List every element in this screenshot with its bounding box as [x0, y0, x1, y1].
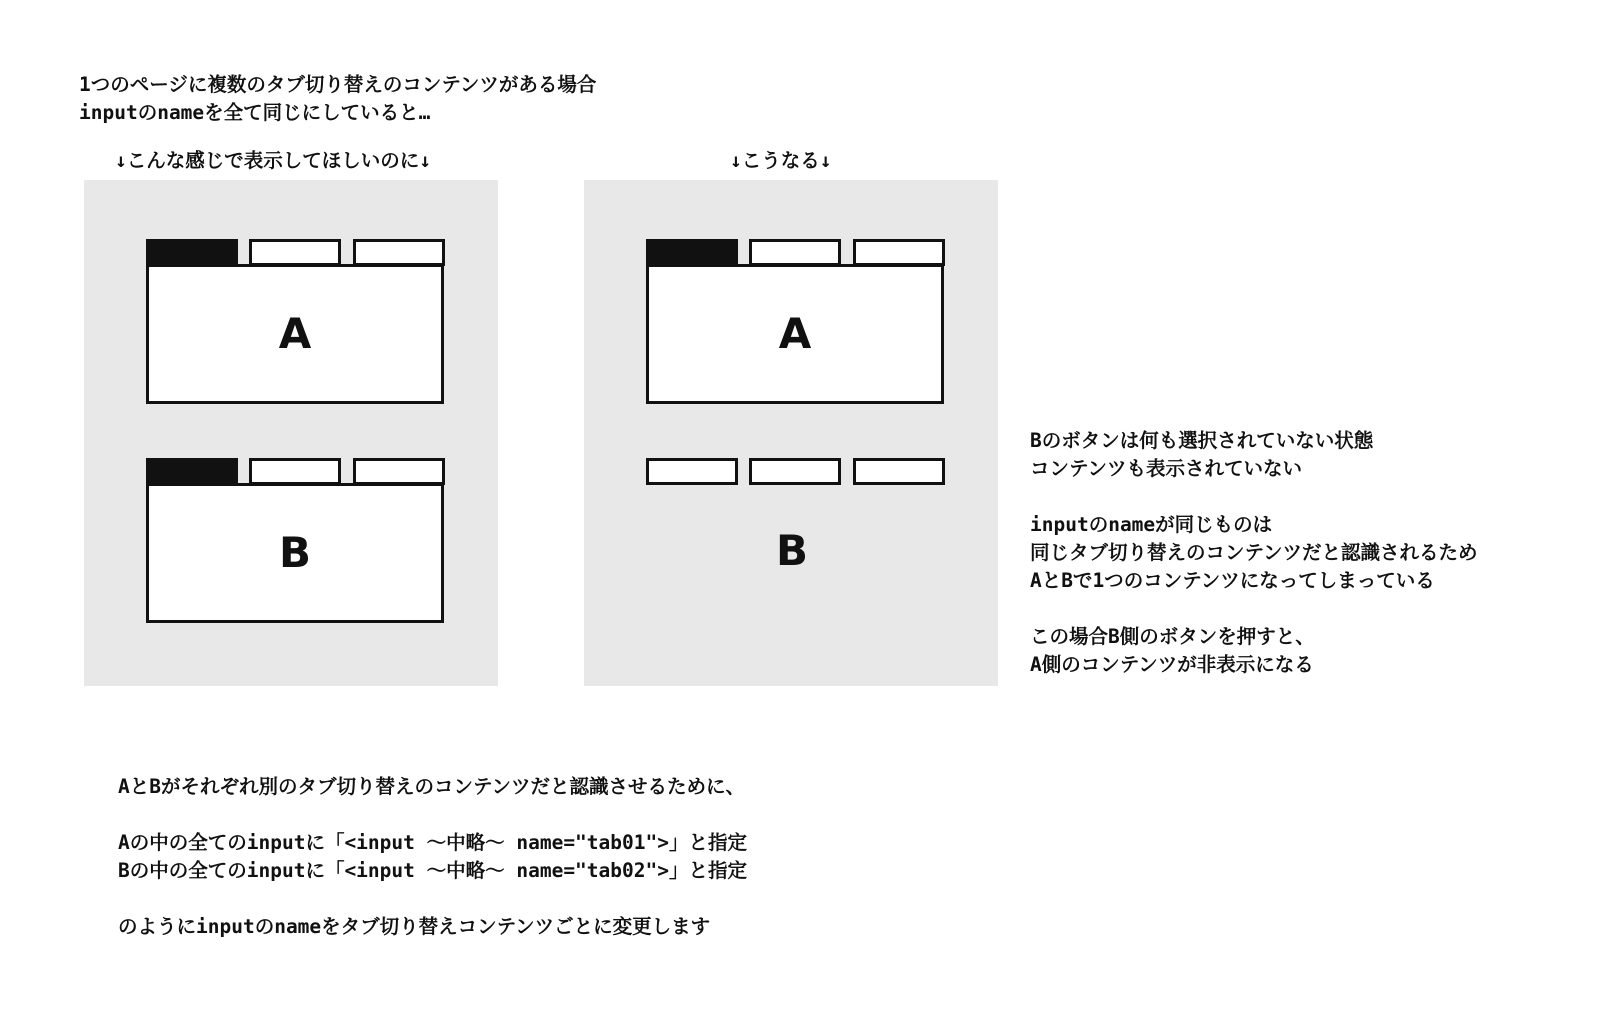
- right-group-b-tab-1[interactable]: [646, 458, 738, 485]
- explanation-p1-line2: コンテンツも表示されていない: [1030, 457, 1303, 480]
- content-letter-b: B: [775, 526, 808, 575]
- left-diagram-caption: ↓こんな感じで表示してほしいのに↓: [115, 149, 431, 172]
- solution-line-b: Bの中の全てのinputに「<input 〜中略〜 name="tab02">」と指定: [118, 859, 747, 882]
- left-group-b-tab-2[interactable]: [249, 458, 341, 485]
- solution-line-a: Aの中の全てのinputに「<input 〜中略〜 name="tab01">」と指定: [118, 831, 747, 854]
- explanation-p2-line3: AとBで1つのコンテンツになってしまっている: [1030, 569, 1435, 592]
- left-group-a-tab-1[interactable]: [146, 239, 238, 266]
- right-group-a-content: [646, 264, 944, 404]
- left-diagram-panel: [84, 180, 498, 686]
- right-group-b-tab-2[interactable]: [749, 458, 841, 485]
- explanation-p3-line2: A側のコンテンツが非表示になる: [1030, 653, 1314, 676]
- right-diagram-panel: [584, 180, 998, 686]
- right-group-a-tab-1[interactable]: [646, 239, 738, 266]
- left-group-a-tab-2[interactable]: [249, 239, 341, 266]
- solution-intro: AとBがそれぞれ別のタブ切り替えのコンテンツだと認識させるために、: [118, 775, 746, 798]
- explanation-p1-line1: Bのボタンは何も選択されていない状態: [1030, 429, 1374, 452]
- content-letter-a: A: [278, 309, 312, 358]
- explanation-p2-line2: 同じタブ切り替えのコンテンツだと認識されるため: [1030, 541, 1478, 564]
- left-group-a-content: [146, 264, 444, 404]
- intro-line-2: inputのnameを全て同じにしていると…: [79, 101, 431, 124]
- left-group-b-content: [146, 483, 444, 623]
- left-group-b-tab-3[interactable]: [353, 458, 445, 485]
- solution-outro: のようにinputのnameをタブ切り替えコンテンツごとに変更します: [118, 915, 711, 938]
- left-group-a-tab-3[interactable]: [353, 239, 445, 266]
- right-group-a-tab-3[interactable]: [853, 239, 945, 266]
- right-group-a-tab-2[interactable]: [749, 239, 841, 266]
- intro-line-1: 1つのページに複数のタブ切り替えのコンテンツがある場合: [79, 73, 597, 96]
- explanation-p2-line1: inputのnameが同じものは: [1030, 513, 1273, 536]
- explanation-p3-line1: この場合B側のボタンを押すと、: [1030, 625, 1315, 648]
- content-letter-b: B: [278, 528, 311, 577]
- right-diagram-caption: ↓こうなる↓: [730, 149, 832, 172]
- left-group-b-tab-1[interactable]: [146, 458, 238, 485]
- content-letter-a: A: [778, 309, 812, 358]
- right-group-b-tab-3[interactable]: [853, 458, 945, 485]
